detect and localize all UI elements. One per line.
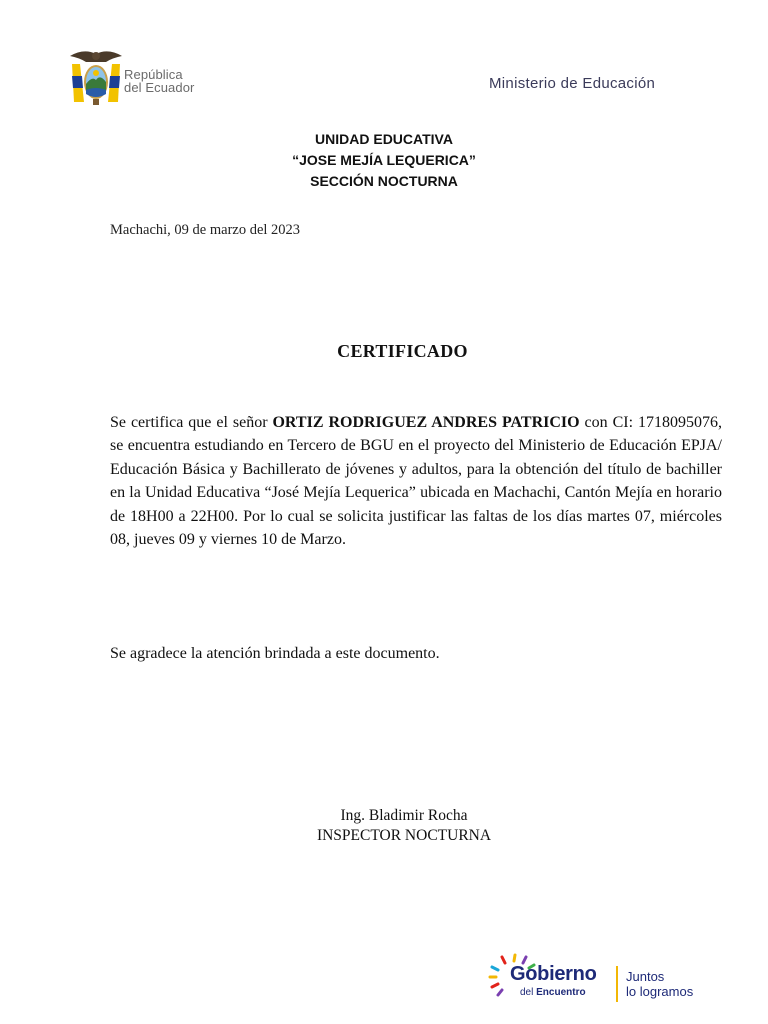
ecuador-coat-of-arms-icon bbox=[66, 46, 126, 110]
republica-logo bbox=[66, 46, 226, 110]
certificate-body bbox=[110, 411, 722, 551]
republica-wordmark bbox=[124, 68, 194, 94]
juntos-line2: lo logramos bbox=[626, 984, 694, 999]
date-line: Machachi, 09 de marzo del 2023 bbox=[110, 222, 301, 238]
juntos-line1: Juntos bbox=[626, 969, 665, 984]
republica-line1: República bbox=[124, 67, 183, 82]
student-name: ORTIZ RODRIGUEZ ANDRES PATRICIO bbox=[272, 414, 580, 431]
thanks-line: Se agradece la atención brindada a este documento. bbox=[110, 645, 440, 662]
school-line1: UNIDAD EDUCATIVA bbox=[315, 131, 453, 147]
signatory-role: INSPECTOR NOCTURNA bbox=[316, 827, 492, 844]
body-part2: con CI: 1718095076, se encuentra estudiando en Tercero de BGU en el proyecto del Ministerio de Educación EPJA/ Educación Básica y Bachillerato de jóvenes y adultos, para la obtención del título de bachiller en la Unidad Educativa “José Mejía Lequerica” ubicada en Machachi, Cantón Mejía en horario de 18H00 a 22H00. Por lo cual se solicita justificar las faltas de los días martes 07, miércoles 08, jueves 09 y viernes 10 de Marzo. bbox=[110, 414, 723, 549]
ministerio-wordmark: Ministerio de Educación bbox=[489, 75, 656, 92]
signature-block bbox=[0, 806, 768, 846]
del-encuentro-wordmark bbox=[520, 987, 586, 998]
gobierno-encuentro-logo bbox=[486, 947, 726, 1007]
school-heading bbox=[0, 129, 768, 192]
gobierno-wordmark: Gobierno bbox=[510, 963, 597, 985]
document-title: CERTIFICADO bbox=[337, 341, 468, 361]
republica-line2: del Ecuador bbox=[124, 80, 195, 95]
school-line3: SECCIÓN NOCTURNA bbox=[310, 173, 458, 189]
juntos-slogan bbox=[626, 969, 693, 999]
encuentro-text: Encuentro bbox=[536, 987, 586, 998]
signatory-name: Ing. Bladimir Rocha bbox=[340, 807, 468, 824]
logo-divider bbox=[616, 966, 618, 1002]
body-part1: Se certifica que el señor bbox=[110, 414, 273, 431]
school-line2: “JOSE MEJÍA LEQUERICA” bbox=[292, 152, 476, 168]
del-text: del bbox=[520, 987, 534, 998]
